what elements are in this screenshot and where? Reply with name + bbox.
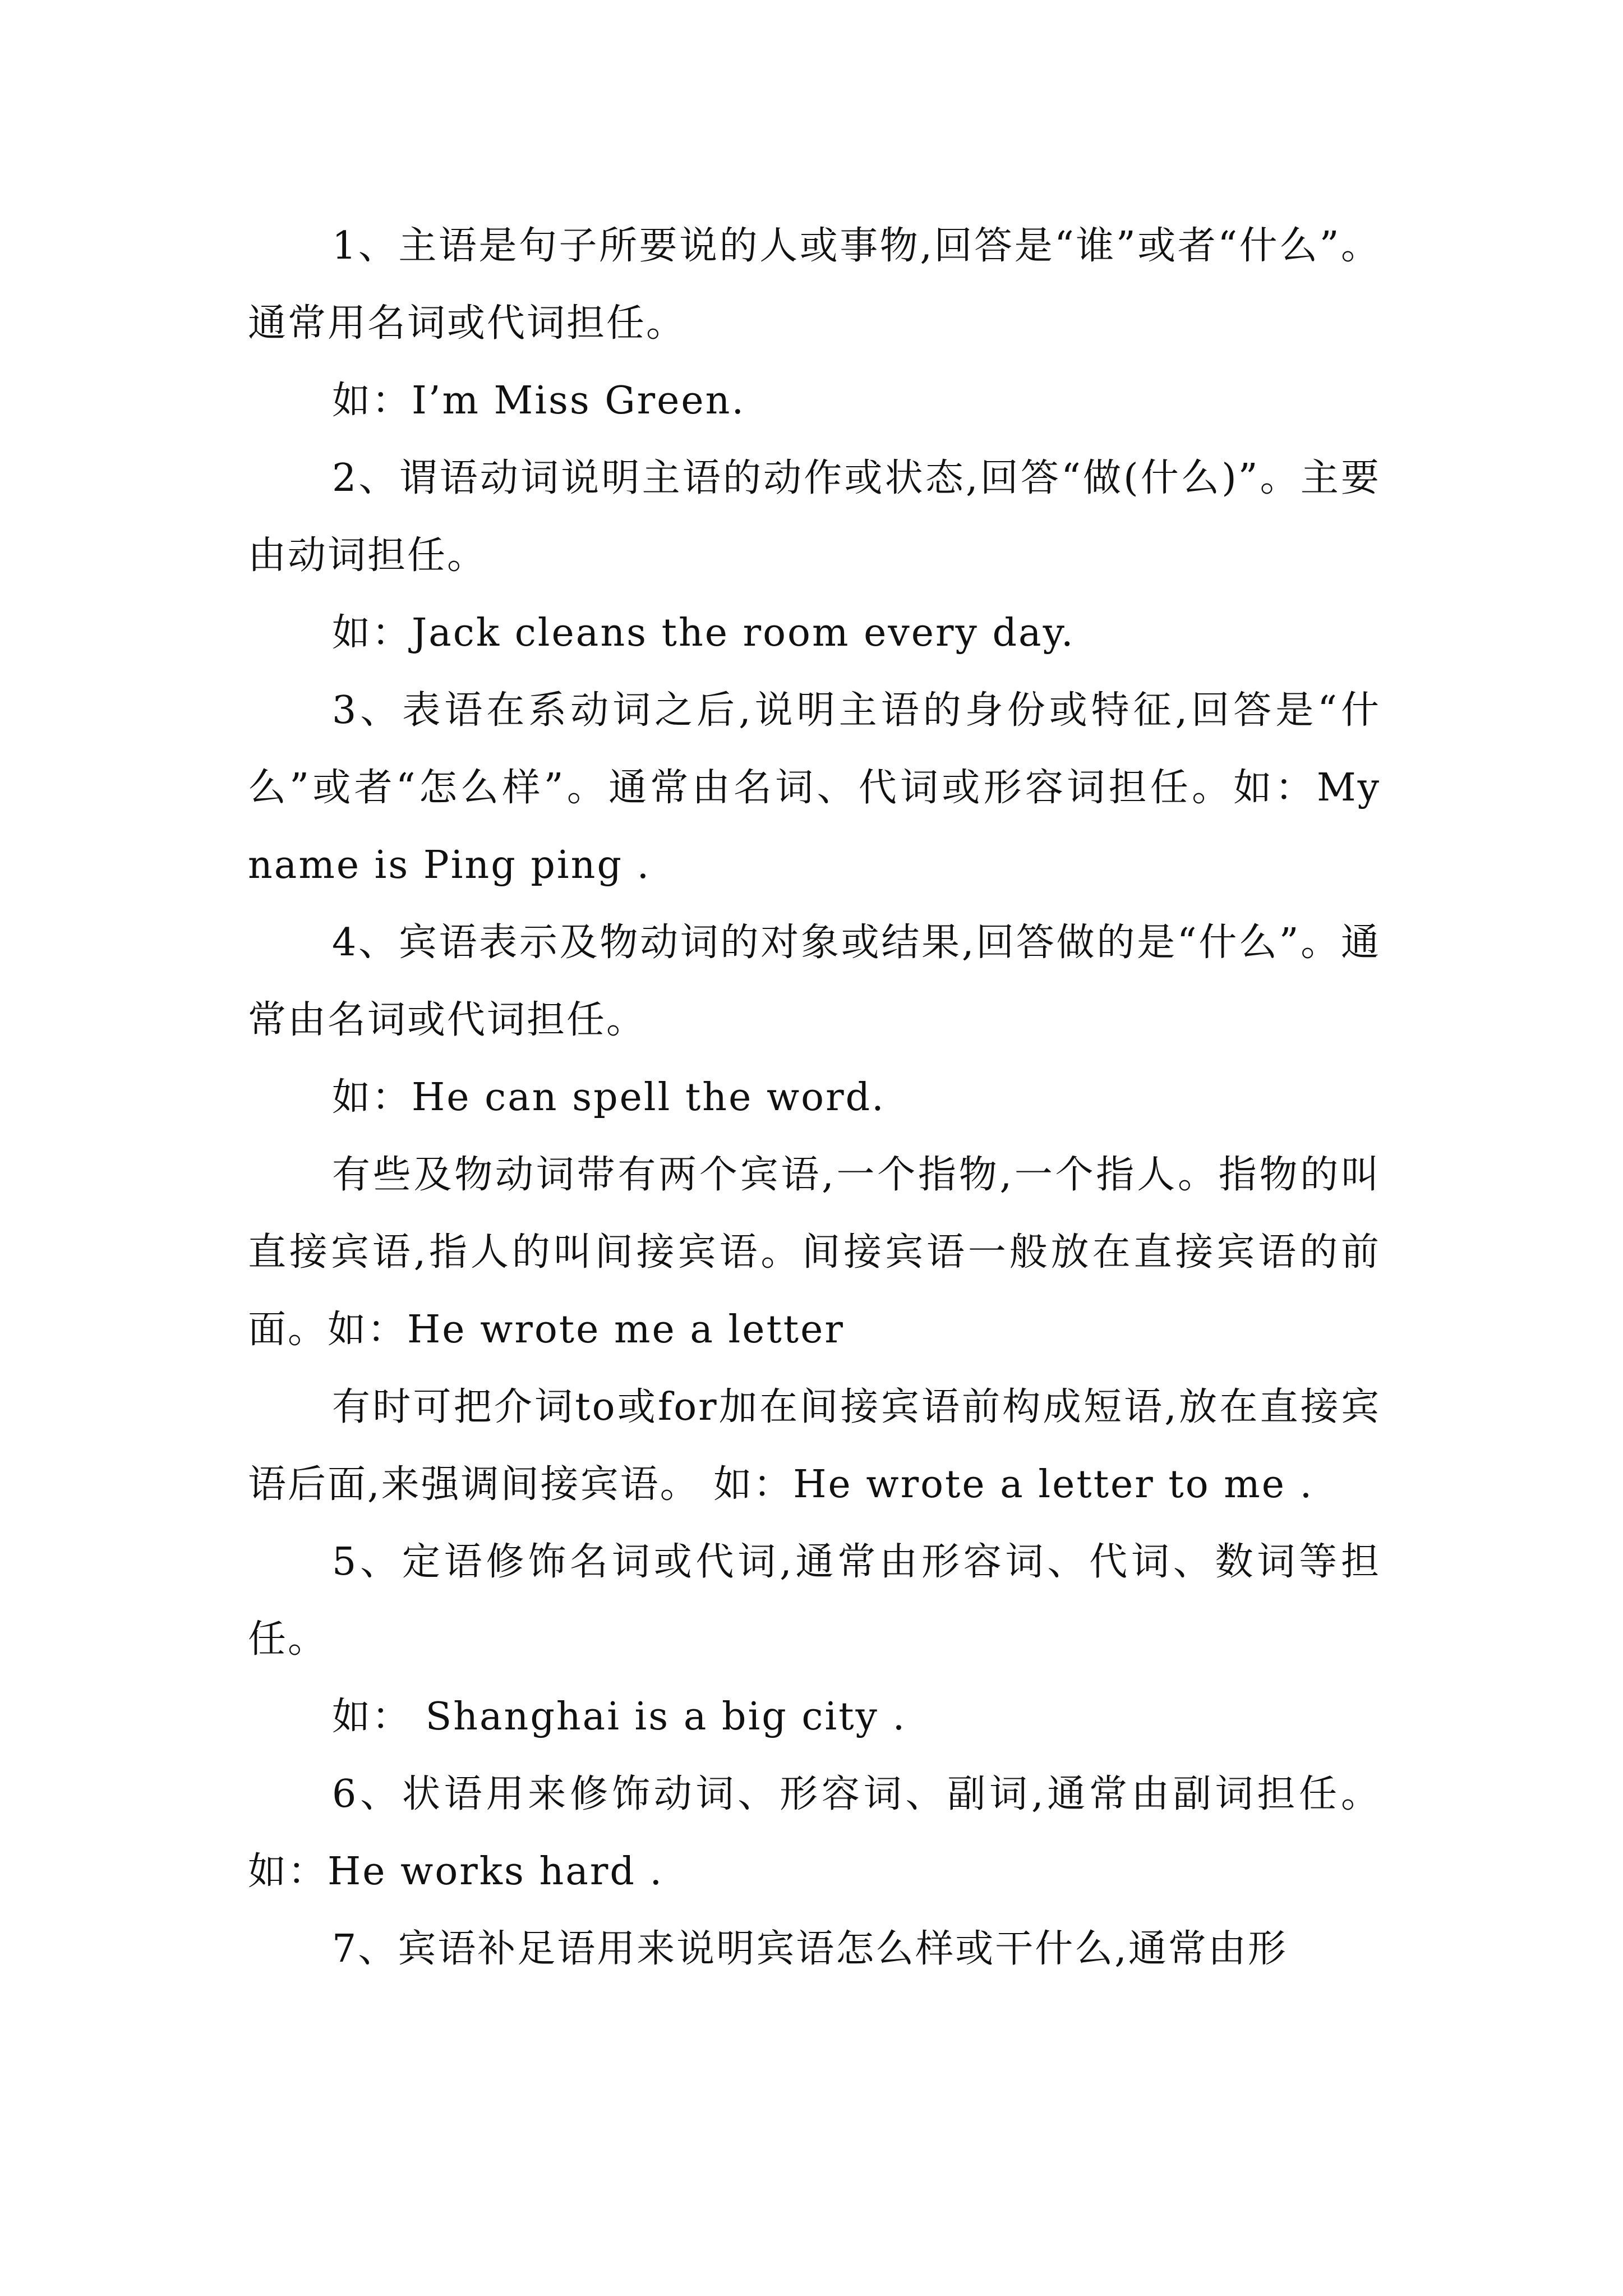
paragraph-predicative: 3、表语在系动词之后,说明主语的身份或特征,回答是“什么”或者“怎么样”。通常由名词、代词或形容词担任。如：My name is Ping ping . <box>248 688 1381 887</box>
paragraph-indirect-object-phrase: 有时可把介词to或for加在间接宾语前构成短语,放在直接宾语后面,来强调间接宾语。 如：He wrote a letter to me . <box>248 1385 1381 1507</box>
document-page <box>248 208 1381 1988</box>
example-subject: 如：I’m Miss Green. <box>332 379 746 423</box>
paragraph-object: 4、宾语表示及物动词的对象或结果,回答做的是“什么”。通常由名词或代词担任。 <box>248 921 1381 1042</box>
paragraph-adverbial: 6、状语用来修饰动词、形容词、副词,通常由副词担任。如：He works hard . <box>248 1772 1381 1894</box>
example-object: 如：He can spell the word. <box>332 1075 886 1120</box>
paragraph-double-object: 有些及物动词带有两个宾语,一个指物,一个指人。指物的叫直接宾语,指人的叫间接宾语。间接宾语一般放在直接宾语的前面。如：He wrote me a letter <box>248 1153 1381 1352</box>
paragraph-attribute: 5、定语修饰名词或代词,通常由形容词、代词、数词等担任。 <box>248 1540 1381 1662</box>
example-predicate: 如：Jack cleans the room every day. <box>332 611 1075 655</box>
paragraph-subject: 1、主语是句子所要说的人或事物,回答是“谁”或者“什么”。通常用名词或代词担任。 <box>248 224 1381 346</box>
paragraph-object-complement: 7、宾语补足语用来说明宾语怎么样或干什么,通常由形 <box>332 1927 1288 1971</box>
example-attribute: 如： Shanghai is a big city . <box>332 1695 907 1739</box>
paragraph-predicate: 2、谓语动词说明主语的动作或状态,回答“做(什么)”。主要由动词担任。 <box>248 456 1381 578</box>
